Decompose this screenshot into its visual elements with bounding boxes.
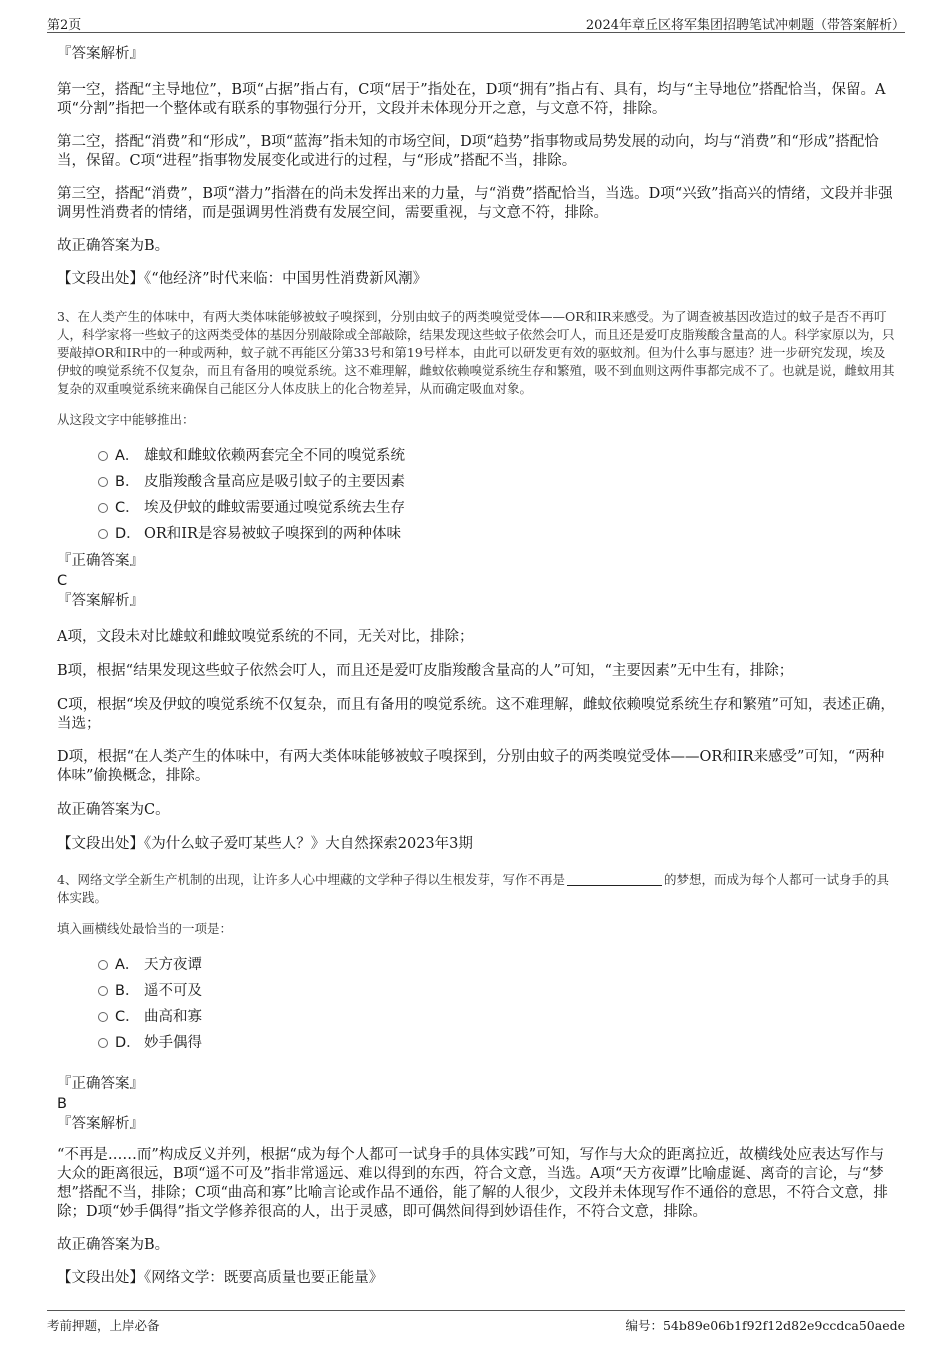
q2-analysis-p2: 第二空，搭配“消费”和“形成”，B项“蓝海”指未知的市场空间，D项“趋势”指事物或局势发展的动向，均与“消费”和“形成”搭配恰当，保留。C项“进程”指事物发展变化或进行的过程，与“形成”搭配不当，排除。 <box>57 134 879 169</box>
q4-source: 【文段出处】《网络文学：既要高质量也要正能量》 <box>57 1270 384 1286</box>
q3-analysis-d: D项，根据“在人类产生的体味中，有两大类体味能够被蚊子嗅探到，分别由蚊子的两类嗅觉受体——OR和IR来感受”可知，“两种体味”偷换概念，排除。 <box>57 749 885 784</box>
q4-option-d[interactable]: D． 妙手偶得 <box>57 1030 897 1056</box>
q2-conclusion: 故正确答案为B。 <box>57 238 170 254</box>
radio-icon[interactable] <box>98 503 108 513</box>
q3-prompt: 从这段文字中能够推出： <box>57 412 195 427</box>
footer-slogan: 考前押题，上岸必备 <box>47 1318 160 1333</box>
q4-options <box>57 952 897 1056</box>
q3-correct-label: 『正确答案』 <box>57 553 144 569</box>
radio-icon[interactable] <box>98 477 108 487</box>
q3-stem: 3、在人类产生的体味中，有两大类体味能够被蚊子嗅探到，分别由蚊子的两类嗅觉受体——OR和IR来感受。为了调查被基因改造过的蚊子是否不再叮人，科学家将一些蚊子的这两类受体的基因分别敲除或全部敲除，结果发现这些蚊子依然会叮人，而且还是爱叮皮脂羧酸含量高的人。科学家原以为，只要敲掉OR和IR中的一种或两种，蚊子就不再能区分第33号和第19号样本，由此可以研发更有效的驱蚊剂。但为什么事与愿违？进一步研究发现，埃及伊蚊的嗅觉系统不仅复杂，而且有备用的嗅觉系统。这不难理解，雌蚊依赖嗅觉系统生存和繁殖，吸不到血则这两件事都完成不了。也就是说，雌蚊用其复杂的双重嗅觉系统来确保自己能区分人体皮肤上的化合物差异，从而确定吸血对象。 <box>57 309 895 396</box>
q3-option-a[interactable]: A． 雄蚊和雌蚊依赖两套完全不同的嗅觉系统 <box>57 443 897 469</box>
document-title: 2024年章丘区将军集团招聘笔试冲刺题（带答案解析） <box>585 18 905 33</box>
page-number: 第2页 <box>47 18 82 33</box>
q4-analysis-p1: “不再是……而”构成反义并列，根据“成为每个人都可一试身手的具体实践”可知，写作与大众的距离拉近，故横线处应表达写作与大众的距离很远，B项“遥不可及”指非常遥远、难以得到的东西，符合文意，当选。A项“天方夜谭”比喻虚诞、离奇的言论，与“梦想”搭配不当，排除；C项“曲高和寡”比喻言论或作品不通俗，能了解的人很少，文段并未体现写作不通俗的意思，不符合文意，排除；D项“妙手偶得”指文学修养很高的人，出于灵感，即可偶然间得到妙语佳作，不符合文意，排除。 <box>57 1147 888 1220</box>
radio-icon[interactable] <box>98 1038 108 1048</box>
q4-option-a[interactable]: A． 天方夜谭 <box>57 952 897 978</box>
q3-source: 【文段出处】《为什么蚊子爱叮某些人？》大自然探索2023年3期 <box>57 836 473 852</box>
radio-icon[interactable] <box>98 1012 108 1022</box>
radio-icon[interactable] <box>98 451 108 461</box>
q3-conclusion: 故正确答案为C。 <box>57 802 170 818</box>
q4-conclusion: 故正确答案为B。 <box>57 1237 170 1253</box>
q3-analysis-a: A项，文段未对比雄蚊和雌蚊嗅觉系统的不同，无关对比，排除； <box>57 629 474 645</box>
q2-source: 【文段出处】《“他经济”时代来临：中国男性消费新风潮》 <box>57 271 428 287</box>
q4-correct-label: 『正确答案』 <box>57 1076 144 1092</box>
radio-icon[interactable] <box>98 960 108 970</box>
page-footer <box>47 1310 905 1335</box>
document-body <box>57 44 897 1288</box>
q2-analysis-label: 『答案解析』 <box>57 46 144 62</box>
q2-analysis-p1: 第一空，搭配“主导地位”，B项“占据”指占有，C项“居于”指处在，D项“拥有”指占有、具有，均与“主导地位”搭配恰当，保留。A项“分割”指把一个整体或有联系的事物强行分开，文段并未体现分开之意，与文意不符，排除。 <box>57 82 886 117</box>
q3-analysis-c: C项，根据“埃及伊蚊的嗅觉系统不仅复杂，而且有备用的嗅觉系统。这不难理解，雌蚊依赖嗅觉系统生存和繁殖”可知，表述正确，当选； <box>57 697 895 732</box>
q3-option-c[interactable]: C． 埃及伊蚊的雌蚊需要通过嗅觉系统去生存 <box>57 495 897 521</box>
radio-icon[interactable] <box>98 529 108 539</box>
q4-analysis-label: 『答案解析』 <box>57 1116 144 1132</box>
page-header <box>47 12 905 33</box>
q2-analysis-p3: 第三空，搭配“消费”，B项“潜力”指潜在的尚未发挥出来的力量，与“消费”搭配恰当，当选。D项“兴致”指高兴的情绪，文段并非强调男性消费者的情绪，而是强调男性消费有发展空间，需要重视，与文意不符，排除。 <box>57 186 893 221</box>
q4-stem: 4、网络文学全新生产机制的出现，让许多人心中埋藏的文学种子得以生根发芽，写作不再是 的梦想，而成为每个人都可一试身手的具体实践。 <box>57 872 889 905</box>
q3-analysis-label: 『答案解析』 <box>57 593 144 609</box>
q3-options <box>57 443 897 547</box>
q3-option-d[interactable]: D． OR和IR是容易被蚊子嗅探到的两种体味 <box>57 521 897 547</box>
q3-option-b[interactable]: B． 皮脂羧酸含量高应是吸引蚊子的主要因素 <box>57 469 897 495</box>
footer-serial: 编号：54b89e06b1f92f12d82e9ccdca50aede <box>625 1318 905 1333</box>
q3-correct-answer: C <box>57 573 68 589</box>
q4-option-b[interactable]: B． 遥不可及 <box>57 978 897 1004</box>
radio-icon[interactable] <box>98 986 108 996</box>
q3-analysis-b: B项，根据“结果发现这些蚊子依然会叮人，而且还是爱叮皮脂羧酸含量高的人”可知，“主要因素”无中生有，排除； <box>57 663 794 679</box>
q4-correct-answer: B <box>57 1096 67 1112</box>
q4-prompt: 填入画横线处最恰当的一项是： <box>57 921 233 936</box>
q4-option-c[interactable]: C． 曲高和寡 <box>57 1004 897 1030</box>
answer-blank <box>567 872 662 886</box>
